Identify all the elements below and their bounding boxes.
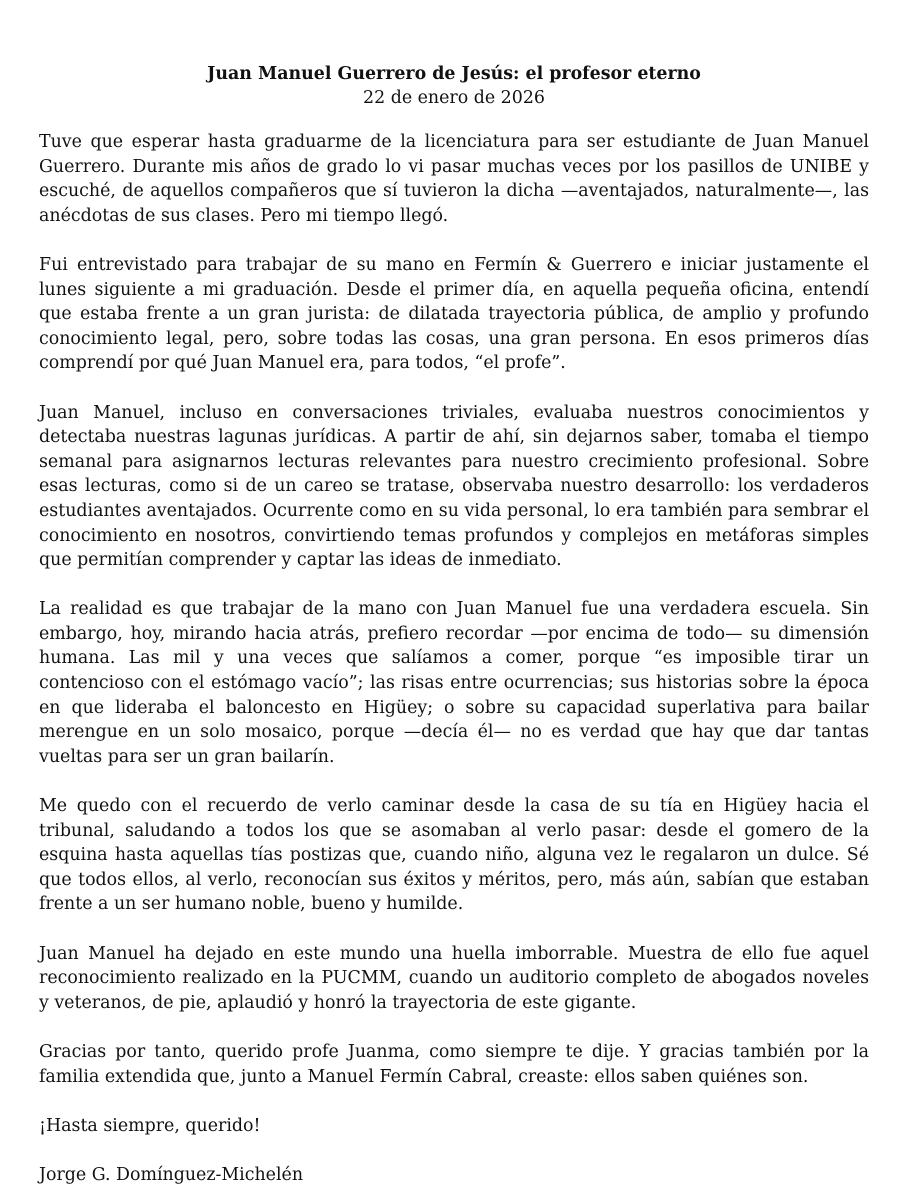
paragraph-1: Tuve que esperar hasta graduarme de la licenciatura para ser estudiante de Juan Manuel Guerrero. Durante mis años de grado lo vi pasar muchas veces por los pasillos de UNIBE y escuché, de aquellos compañeros que sí tuvieron la dicha —aventajados, naturalmente—, las anécdotas de sus clases. Pero mi tiempo llegó. xyxy=(39,132,869,226)
closing-line: ¡Hasta siempre, querido! xyxy=(39,1115,261,1136)
paragraph-2: Fui entrevistado para trabajar de su mano en Fermín & Guerrero e iniciar justamente el lunes siguiente a mi graduación. Desde el primer día, en aquella pequeña oficina, entendí que estaba frente a un gran jurista: de dilatada trayectoria pública, de amplio y profundo conocimiento legal, pero, sobre todas las cosas, una gran persona. En esos primeros días comprendí por qué Juan Manuel era, para todos, “el profe”. xyxy=(39,254,869,374)
signature: Jorge G. Domínguez-Michelén xyxy=(39,1164,304,1185)
paragraph-7: Gracias por tanto, querido profe Juanma, como siempre te dije. Y gracias también por la familia extendida que, junto a Manuel Fermín Cabral, creaste: ellos saben quiénes son. xyxy=(39,1041,869,1087)
paragraph-6: Juan Manuel ha dejado en este mundo una huella imborrable. Muestra de ello fue aquel reconocimiento realizado en la PUCMM, cuando un auditorio completo de abogados noveles y veteranos, de pie, aplaudió y honró la trayectoria de este gigante. xyxy=(39,943,869,1013)
document-title: Juan Manuel Guerrero de Jesús: el profesor eterno xyxy=(207,64,701,84)
paragraph-5: Me quedo con el recuerdo de verlo caminar desde la casa de su tía en Higüey hacia el tribunal, saludando a todos los que se asomaban al verlo pasar: desde el gomero de la esquina hasta aquellas tías postizas que, cuando niño, alguna vez le regalaron un dulce. Sé que todos ellos, al verlo, reconocían sus éxitos y méritos, pero, más aún, sabían que estaban frente a un ser humano noble, bueno y humilde. xyxy=(39,796,869,915)
document-body xyxy=(39,130,869,1188)
paragraph-3: Juan Manuel, incluso en conversaciones triviales, evaluaba nuestros conocimientos y detectaba nuestras lagunas jurídicas. A partir de ahí, sin dejarnos saber, tomaba el tiempo semanal para asignarnos lecturas relevantes para nuestro crecimiento profesional. Sobre esas lecturas, como si de un careo se tratase, observaba nuestro desarrollo: los verdaderos estudiantes aventajados. Ocurrente como en su vida personal, lo era también para sembrar el conocimiento en nosotros, convirtiendo temas profundos y complejos en metáforas simples que permitían comprender y captar las ideas de inmediato. xyxy=(39,402,869,571)
document-date: 22 de enero de 2026 xyxy=(363,88,545,108)
paragraph-4: La realidad es que trabajar de la mano con Juan Manuel fue una verdadera escuela. Sin embargo, hoy, mirando hacia atrás, prefiero recordar —por encima de todo— su dimensión humana. Las mil y una veces que salíamos a comer, porque “es imposible tirar un contencioso con el estómago vacío”; las risas entre ocurrencias; sus historias sobre la época en que lideraba el baloncesto en Higüey; o sobre su capacidad superlativa para bailar merengue en un solo mosaico, porque —decía él— no es verdad que hay que dar tantas vueltas para ser un gran bailarín. xyxy=(39,599,869,767)
document-header xyxy=(39,62,869,110)
